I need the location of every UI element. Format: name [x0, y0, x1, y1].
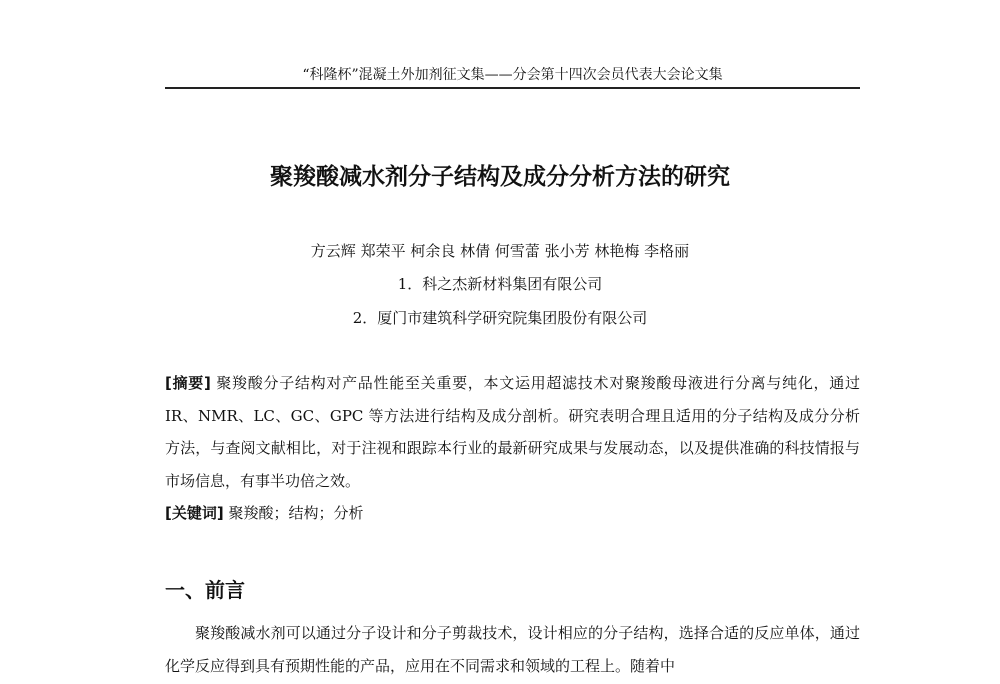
- running-head: “科隆杯”混凝土外加剂征文集——分会第十四次会员代表大会论文集: [302, 67, 723, 83]
- abstract: [165, 367, 860, 497]
- affiliation-1: 1．科之杰新材料集团有限公司: [397, 275, 603, 293]
- affiliation-2: 2．厦门市建筑科学研究院集团股份有限公司: [352, 309, 648, 327]
- paper-title: 聚羧酸减水剂分子结构及成分分析方法的研究: [270, 164, 730, 190]
- abstract-label: [摘要]: [165, 374, 211, 392]
- header-rule: [165, 87, 860, 89]
- section-paragraph: 聚羧酸减水剂可以通过分子设计和分子剪裁技术，设计相应的分子结构，选择合适的反应单体，通过化学反应得到具有预期性能的产品，应用在不同需求和领域的工程上。随着中: [165, 624, 860, 675]
- keywords: [165, 497, 860, 530]
- authors: 方云辉 郑荣平 柯余良 林倩 何雪蕾 张小芳 林艳梅 李格丽: [310, 242, 690, 260]
- abstract-text: 聚羧酸分子结构对产品性能至关重要，本文运用超滤技术对聚羧酸母液进行分离与纯化，通过 IR、NMR、LC、GC、GPC 等方法进行结构及成分剖析。研究表明合理且适用的分子结构及成分分析方法，与查阅文献相比，对于注视和跟踪本行业的最新研究成果与发展动态，以及提供准确的科技情报与市场信息，有事半功倍之效。: [165, 374, 860, 490]
- keywords-label: [关键词]: [165, 504, 224, 522]
- abstract-block: [165, 367, 860, 530]
- section-heading: 一、前言: [165, 578, 245, 602]
- keywords-text: 聚羧酸；结构；分析: [228, 504, 364, 522]
